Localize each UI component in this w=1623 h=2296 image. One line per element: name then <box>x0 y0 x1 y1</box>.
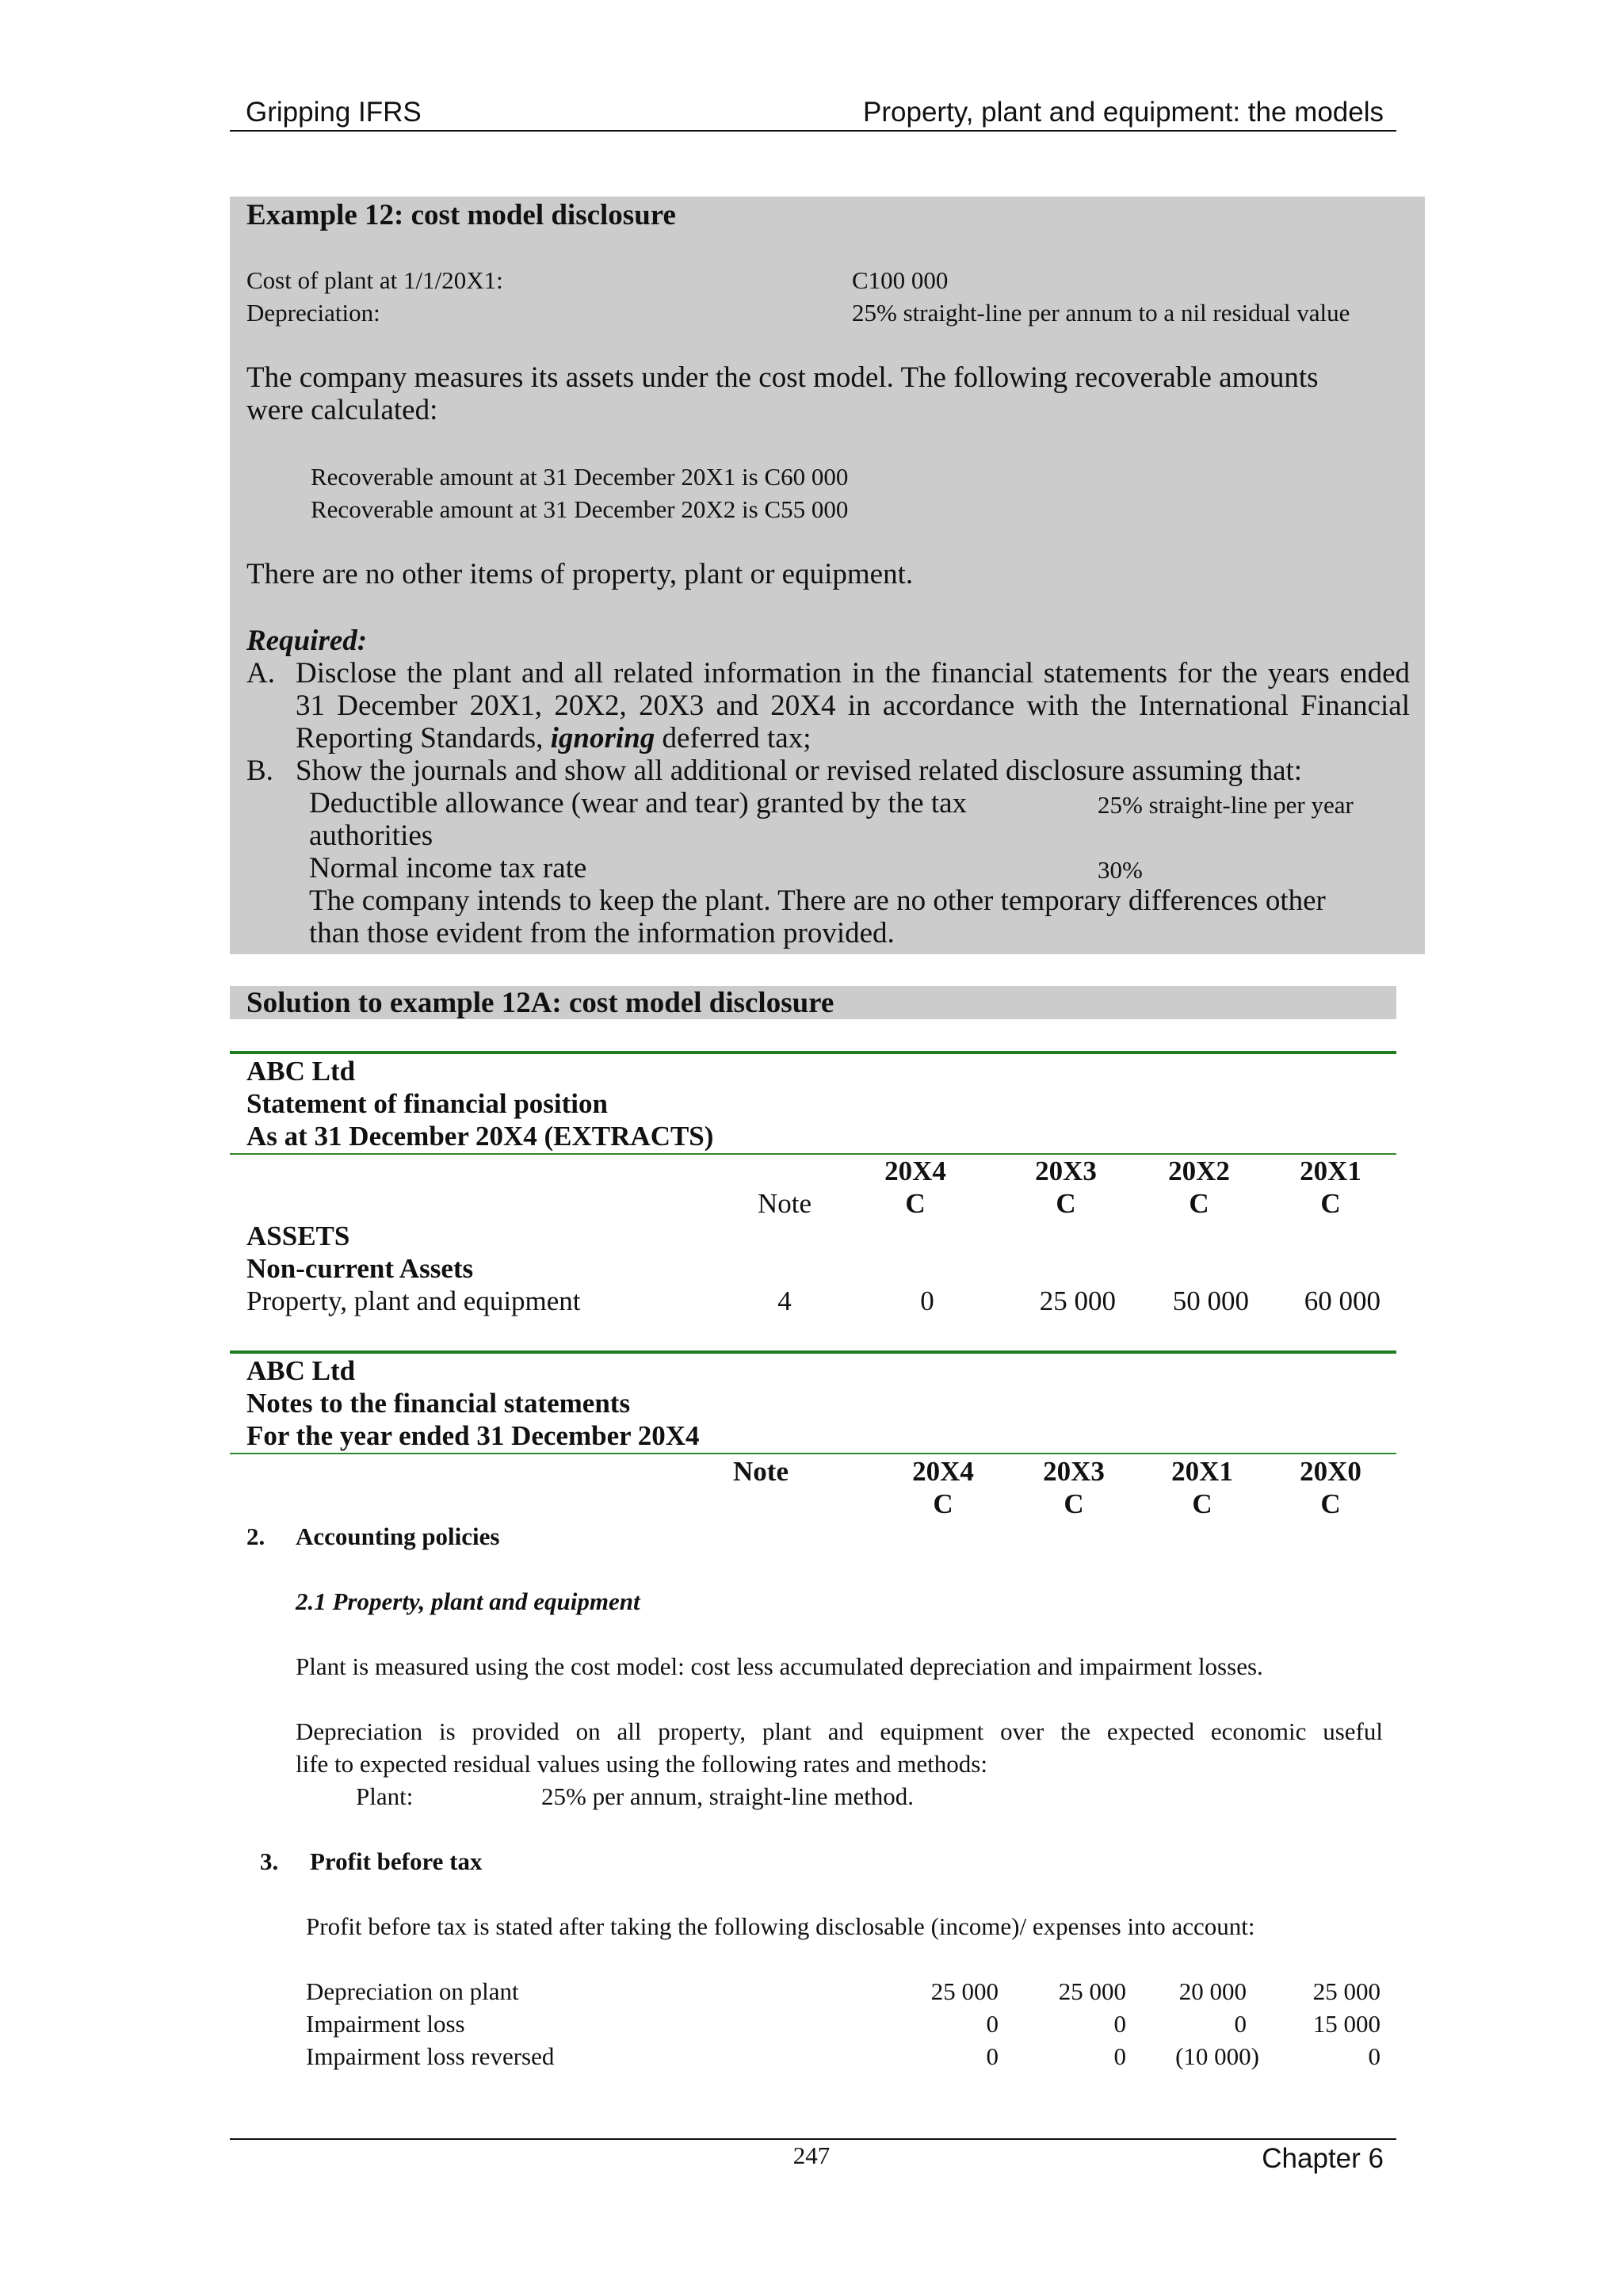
pbt-row-value: 0 <box>986 2042 999 2070</box>
pbt-row-value: 0 <box>1113 2042 1126 2070</box>
policies-title: Accounting policies <box>296 1522 500 1550</box>
pbt-row-value: 25 000 <box>930 1977 999 2005</box>
notes-currency-20x1: C <box>1192 1488 1212 1519</box>
pbt-row-label: Impairment loss reversed <box>306 2042 555 2070</box>
pbt-row-value: 20 000 <box>1178 1977 1247 2005</box>
pbt-row-value: 25 000 <box>1312 1977 1381 2005</box>
sofp-ppe-20x4: 0 <box>920 1286 934 1316</box>
sofp-statement: Statement of financial position <box>246 1088 608 1119</box>
sofp-ppe-20x3: 25 000 <box>1039 1286 1116 1316</box>
sofp-currency-20x1: C <box>1320 1188 1341 1219</box>
notes-title: Notes to the financial statements <box>246 1388 631 1419</box>
no-other-items: There are no other items of property, plant or equipment. <box>246 558 914 590</box>
fact-value-cost: C100 000 <box>852 266 949 294</box>
pbt-row-value: 0 <box>1234 2010 1247 2038</box>
sofp-year-20x4: 20X4 <box>884 1156 946 1186</box>
solution-title: Solution to example 12A: cost model disclosure <box>246 987 834 1019</box>
req-b-keep-2: than those evident from the information provided. <box>309 917 895 949</box>
notes-top-rule <box>230 1350 1396 1354</box>
req-a-line-2: 31 December 20X1, 20X2, 20X3 and 20X4 in accordance with the International Financial <box>296 690 1410 722</box>
pbt-row-label: Impairment loss <box>306 2010 465 2038</box>
req-b-letter: B. <box>246 755 273 787</box>
pbt-row-value: 15 000 <box>1312 2010 1381 2038</box>
req-b-tax-label-1: Deductible allowance (wear and tear) granted by the tax <box>309 787 968 819</box>
chapter-label: Chapter 6 <box>1262 2143 1384 2174</box>
req-b-rate-value: 30% <box>1098 856 1143 884</box>
notes-year-20x4: 20X4 <box>912 1456 974 1487</box>
req-a-ignoring: ignoring <box>550 722 655 755</box>
req-a-line-3 <box>296 722 812 755</box>
intro-line-2: were calculated: <box>246 394 438 426</box>
sofp-header-rule <box>230 1153 1396 1155</box>
example-title: Example 12: cost model disclosure <box>246 199 676 231</box>
policies-number: 2. <box>246 1522 265 1550</box>
sofp-year-20x1: 20X1 <box>1300 1156 1361 1186</box>
notes-currency-20x3: C <box>1064 1488 1084 1519</box>
notes-company: ABC Ltd <box>246 1355 356 1386</box>
notes-currency-20x4: C <box>933 1488 953 1519</box>
cost-model-text: Plant is measured using the cost model: cost less accumulated depreciation and impairment losses. <box>296 1652 1263 1680</box>
notes-year-20x3: 20X3 <box>1043 1456 1105 1487</box>
pbt-number: 3. <box>260 1847 279 1875</box>
sofp-ppe-20x1: 60 000 <box>1304 1286 1381 1316</box>
intro-line-1: The company measures its assets under the cost model. The following recoverable amounts <box>246 361 1319 394</box>
sofp-ppe-note: 4 <box>777 1286 792 1316</box>
req-a-line-3-post: deferred tax; <box>662 722 812 755</box>
sofp-date: As at 31 December 20X4 (EXTRACTS) <box>246 1121 714 1152</box>
sofp-ppe-20x2: 50 000 <box>1172 1286 1249 1316</box>
fact-label-cost: Cost of plant at 1/1/20X1: <box>246 266 503 294</box>
pbt-row-value: 0 <box>1368 2042 1381 2070</box>
required-label: Required: <box>246 625 368 657</box>
header-left: Gripping IFRS <box>246 97 422 128</box>
pbt-row-value: 0 <box>1113 2010 1126 2038</box>
notes-header-rule <box>230 1453 1396 1454</box>
sofp-currency-20x3: C <box>1056 1188 1076 1219</box>
pbt-title: Profit before tax <box>310 1847 483 1875</box>
sofp-non-current: Non-current Assets <box>246 1253 474 1284</box>
pbt-intro: Profit before tax is stated after taking the following disclosable (income)/ expenses into account: <box>306 1912 1255 1940</box>
notes-currency-20x0: C <box>1320 1488 1341 1519</box>
fact-label-depreciation: Depreciation: <box>246 299 380 327</box>
req-b-line-1: Show the journals and show all additional or revised related disclosure assuming that: <box>296 755 1303 787</box>
notes-year-20x1: 20X1 <box>1171 1456 1233 1487</box>
req-a-line-3-pre: Reporting Standards, <box>296 722 544 755</box>
req-a-line-1: Disclose the plant and all related information in the financial statements for the years ended <box>296 657 1410 690</box>
req-b-rate-label: Normal income tax rate <box>309 852 587 884</box>
header-rule <box>230 130 1396 132</box>
plant-label: Plant: <box>356 1782 414 1810</box>
req-a-letter: A. <box>246 657 275 690</box>
footer-rule <box>230 2138 1396 2140</box>
sofp-year-20x3: 20X3 <box>1035 1156 1097 1186</box>
pbt-row-label: Depreciation on plant <box>306 1977 519 2005</box>
req-b-keep-1: The company intends to keep the plant. There are no other temporary differences other <box>309 884 1326 917</box>
header-right: Property, plant and equipment: the models <box>863 97 1384 128</box>
req-b-tax-value: 25% straight-line per year <box>1098 791 1354 819</box>
notes-year-20x0: 20X0 <box>1300 1456 1361 1487</box>
policy-ppe-subheading: 2.1 Property, plant and equipment <box>296 1587 640 1615</box>
pbt-row-value: 0 <box>986 2010 999 2038</box>
notes-note-header: Note <box>733 1456 789 1487</box>
depreciation-line-2: life to expected residual values using the following rates and methods: <box>296 1750 987 1778</box>
depreciation-line-1: Depreciation is provided on all property, plant and equipment over the expected economic useful <box>296 1717 1383 1745</box>
sofp-currency-20x4: C <box>905 1188 926 1219</box>
req-b-tax-label-2: authorities <box>309 819 433 852</box>
fact-value-depreciation: 25% straight-line per annum to a nil residual value <box>852 299 1350 327</box>
pbt-row-value: 25 000 <box>1058 1977 1126 2005</box>
sofp-ppe-label: Property, plant and equipment <box>246 1286 581 1316</box>
plant-rate: 25% per annum, straight-line method. <box>541 1782 915 1810</box>
page-number: 247 <box>792 2141 831 2169</box>
sofp-currency-20x2: C <box>1189 1188 1209 1219</box>
sofp-year-20x2: 20X2 <box>1168 1156 1230 1186</box>
sofp-assets: ASSETS <box>246 1221 350 1251</box>
recoverable-20x2: Recoverable amount at 31 December 20X2 is C55 000 <box>311 495 849 523</box>
sofp-note-header: Note <box>757 1188 812 1219</box>
notes-period: For the year ended 31 December 20X4 <box>246 1420 700 1451</box>
pbt-row-value: (10 000) <box>1175 2042 1259 2070</box>
sofp-top-rule <box>230 1051 1396 1054</box>
recoverable-20x1: Recoverable amount at 31 December 20X1 is C60 000 <box>311 463 849 491</box>
sofp-company: ABC Ltd <box>246 1056 356 1087</box>
